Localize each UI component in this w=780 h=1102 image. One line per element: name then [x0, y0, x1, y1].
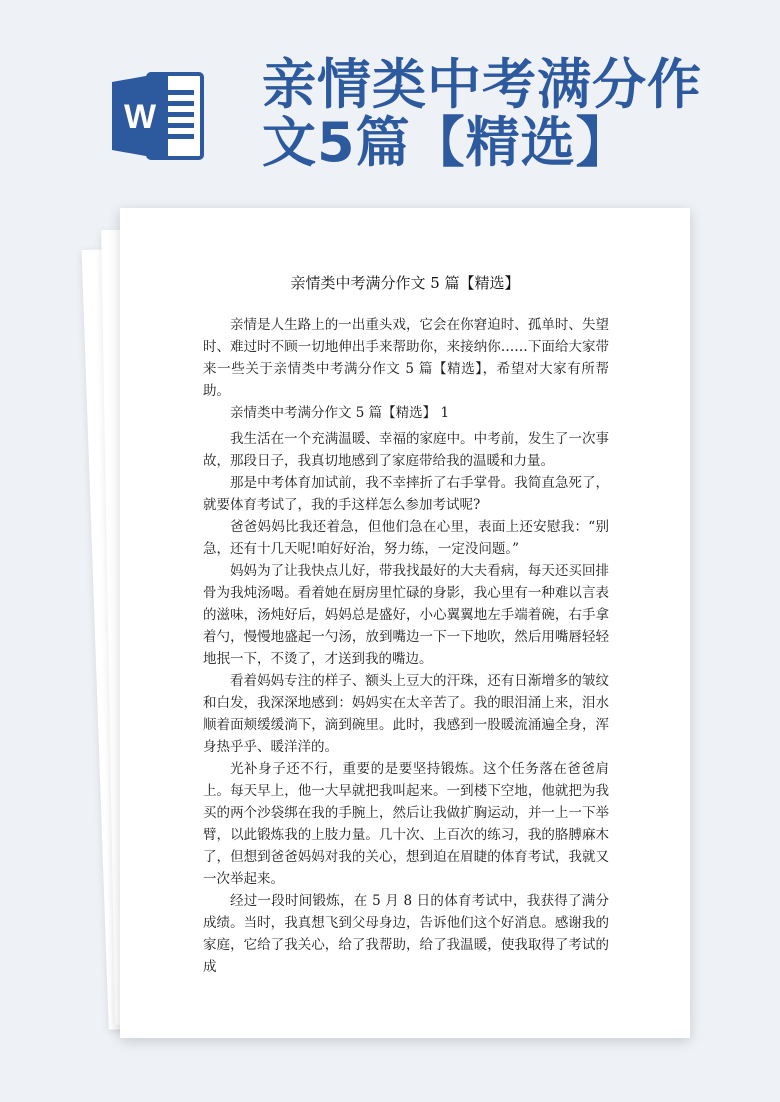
word-icon-letter: W — [123, 98, 157, 136]
word-document-icon — [110, 68, 206, 164]
paragraph: 经过一段时间锻炼，在 5 月 8 日的体育考试中，我获得了满分成绩。当时，我真想飞到父母身边，告诉他们这个好消息。感谢我的家庭，它给了我关心，给了我帮助，给了我温暖，使我取得了考试的成 — [203, 893, 609, 975]
paragraph: 看着妈妈专注的样子、额头上豆大的汗珠，还有日渐增多的皱纹和白发，我深深地感到：妈妈实在太辛苦了。我的眼泪涌上来，泪水顺着面颊缓缓淌下，滴到碗里。此时，我感到一股暖流涌遍全身，浑身热乎乎、暖洋洋的。 — [203, 673, 609, 755]
essay-heading: 亲情类中考满分作文 5 篇【精选】 1 — [230, 405, 450, 421]
document-page — [120, 208, 690, 1038]
paragraph: 那是中考体育加试前，我不幸摔折了右手掌骨。我简直急死了，就要体育考试了，我的手这样怎么参加考试呢? — [203, 475, 609, 513]
paragraph: 我生活在一个充满温暖、幸福的家庭中。中考前，发生了一次事故，那段日子，我真切地感到了家庭带给我的温暖和力量。 — [203, 431, 609, 469]
page-title-line-1: 亲情类中考满分作 — [262, 53, 702, 116]
paragraph: 爸爸妈妈比我还着急，但他们急在心里，表面上还安慰我：“别急，还有十几天呢!咱好好治，努力练，一定没问题。” — [203, 519, 609, 557]
paragraph: 亲情是人生路上的一出重头戏，它会在你窘迫时、孤单时、失望时、难过时不顾一切地伸出手来帮助你，来接纳你……下面给大家带来一些关于亲情类中考满分作文 5 篇【精选】，希望对大家有所帮助。 — [203, 317, 609, 399]
page-title-line-2: 文5篇【精选】 — [262, 111, 631, 174]
document-body — [203, 314, 609, 978]
paragraph: 妈妈为了让我快点儿好，带我找最好的大夫看病，每天还买回排骨为我炖汤喝。看着她在厨房里忙碌的身影，我心里有一种难以言表的滋味，汤炖好后，妈妈总是盛好，小心翼翼地左手端着碗，右手拿着勺，慢慢地盛起一勺汤，放到嘴边一下一下地吹，然后用嘴唇轻轻地抿一下，不烫了，才送到我的嘴边。 — [203, 563, 609, 667]
paragraph: 光补身子还不行，重要的是要坚持锻炼。这个任务落在爸爸肩上。每天早上，他一大早就把我叫起来。一到楼下空地，他就把为我买的两个沙袋绑在我的手腕上，然后让我做扩胸运动，并一上一下举臂，以此锻炼我的上肢力量。几十次、上百次的练习，我的胳膊麻木了，但想到爸爸妈妈对我的关心，想到迫在眉睫的体育考试，我就又一次举起来。 — [203, 761, 609, 887]
document-title: 亲情类中考满分作文 5 篇【精选】 — [290, 274, 520, 292]
page-header — [0, 0, 780, 200]
